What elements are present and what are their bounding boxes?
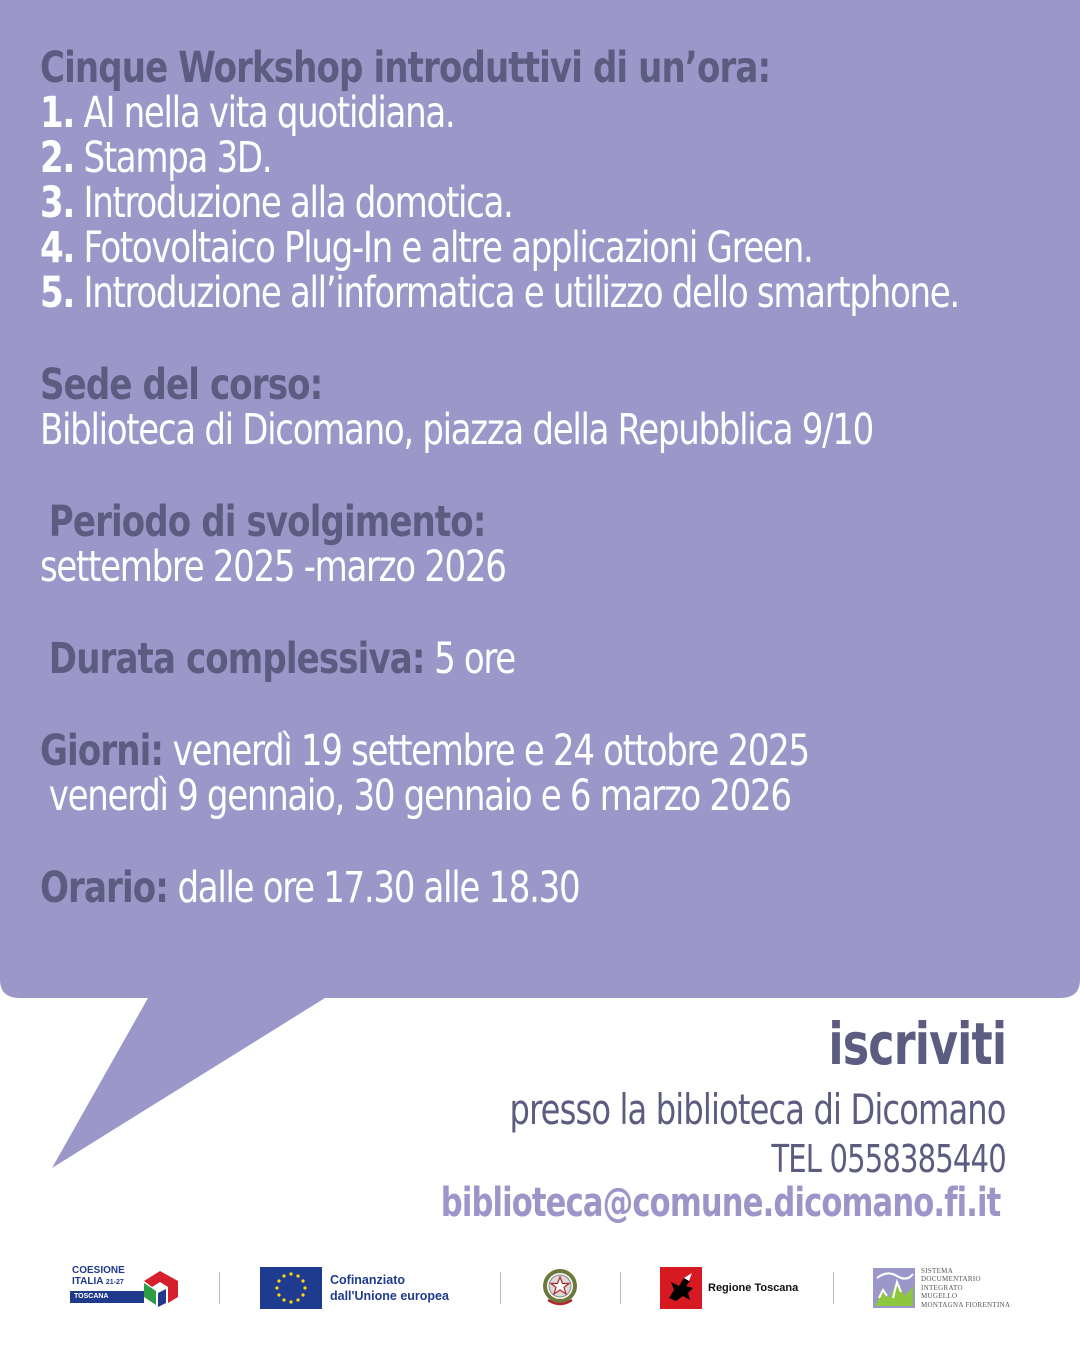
coesione-italia-logo bbox=[70, 1258, 182, 1318]
workshop-number: 4. bbox=[40, 223, 74, 273]
workshop-number: 5. bbox=[40, 268, 74, 318]
sdimm-line2: DOCUMENTARIO bbox=[921, 1275, 981, 1284]
sdimm-line4: MUGELLO bbox=[921, 1292, 958, 1301]
italian-republic-emblem bbox=[540, 1258, 580, 1318]
eu-flag-icon bbox=[260, 1267, 322, 1309]
republic-emblem-icon bbox=[540, 1266, 580, 1310]
duration-line bbox=[40, 634, 938, 684]
workshop-item bbox=[40, 88, 938, 138]
event-details bbox=[40, 43, 1060, 913]
pegasus-icon bbox=[660, 1267, 702, 1309]
workshops-heading: Cinque Workshop introduttivi di un’ora: bbox=[40, 43, 771, 93]
sdimm-mountains-icon bbox=[873, 1268, 915, 1308]
workshop-title: Stampa 3D. bbox=[83, 133, 272, 183]
signup-title: iscriviti bbox=[828, 1010, 1006, 1078]
coesione-region: TOSCANA bbox=[70, 1291, 144, 1303]
workshop-number: 1. bbox=[40, 88, 74, 138]
days-value-1: venerdì 19 settembre e 24 ottobre 2025 bbox=[172, 726, 809, 776]
signup-location: presso la biblioteca di Dicomano bbox=[509, 1085, 1006, 1134]
workshop-item bbox=[40, 178, 938, 228]
venue-label: Sede del corso: bbox=[40, 360, 323, 410]
workshop-title: Introduzione alla domotica. bbox=[83, 178, 513, 228]
workshop-item bbox=[40, 268, 959, 318]
eu-line2: dall'Unione europea bbox=[330, 1289, 449, 1303]
eu-line1: Cofinanziato bbox=[330, 1273, 405, 1287]
phone-number[interactable]: TEL 0558385440 bbox=[771, 1137, 1006, 1181]
sdimm-logo bbox=[873, 1258, 1010, 1318]
workshop-item bbox=[40, 133, 938, 183]
days-value-2: venerdì 9 gennaio, 30 gennaio e 6 marzo 2026 bbox=[48, 771, 791, 821]
time-value: dalle ore 17.30 alle 18.30 bbox=[177, 863, 580, 913]
workshop-title: AI nella vita quotidiana. bbox=[83, 88, 455, 138]
workshop-title: Fotovoltaico Plug-In e altre applicazioni Green. bbox=[83, 223, 813, 273]
coesione-years: 21-27 bbox=[105, 1279, 124, 1286]
time-line bbox=[40, 863, 938, 913]
sdimm-line3: INTEGRATO bbox=[921, 1283, 963, 1292]
workshop-item bbox=[40, 223, 938, 273]
coesione-arrows-icon bbox=[140, 1269, 182, 1307]
eu-cofunded-logo bbox=[260, 1258, 449, 1318]
period-label: Periodo di svolgimento: bbox=[48, 497, 486, 547]
coesione-line1: COESIONE bbox=[72, 1265, 125, 1276]
duration-label: Durata complessiva: bbox=[48, 634, 425, 684]
email-link[interactable]: biblioteca@comune.dicomano.fi.it bbox=[440, 1180, 1000, 1226]
time-label: Orario: bbox=[40, 863, 168, 913]
regione-toscana-text: Regione Toscana bbox=[708, 1282, 799, 1294]
days-line bbox=[40, 726, 938, 776]
duration-value: 5 ore bbox=[434, 634, 515, 684]
sdimm-line1: SISTEMA bbox=[921, 1266, 954, 1275]
workshop-number: 3. bbox=[40, 178, 74, 228]
period-value: settembre 2025 -marzo 2026 bbox=[40, 542, 506, 592]
days-label: Giorni: bbox=[40, 726, 164, 776]
venue-value: Biblioteca di Dicomano, piazza della Repubblica 9/10 bbox=[40, 405, 873, 455]
sdimm-line5: MONTAGNA FIORENTINA bbox=[921, 1300, 1011, 1309]
sponsor-logos bbox=[60, 1258, 1020, 1318]
regione-toscana-logo bbox=[660, 1258, 798, 1318]
workshop-number: 2. bbox=[40, 133, 74, 183]
coesione-line2: ITALIA bbox=[72, 1276, 104, 1287]
workshop-title: Introduzione all’informatica e utilizzo dello smartphone. bbox=[83, 268, 959, 318]
